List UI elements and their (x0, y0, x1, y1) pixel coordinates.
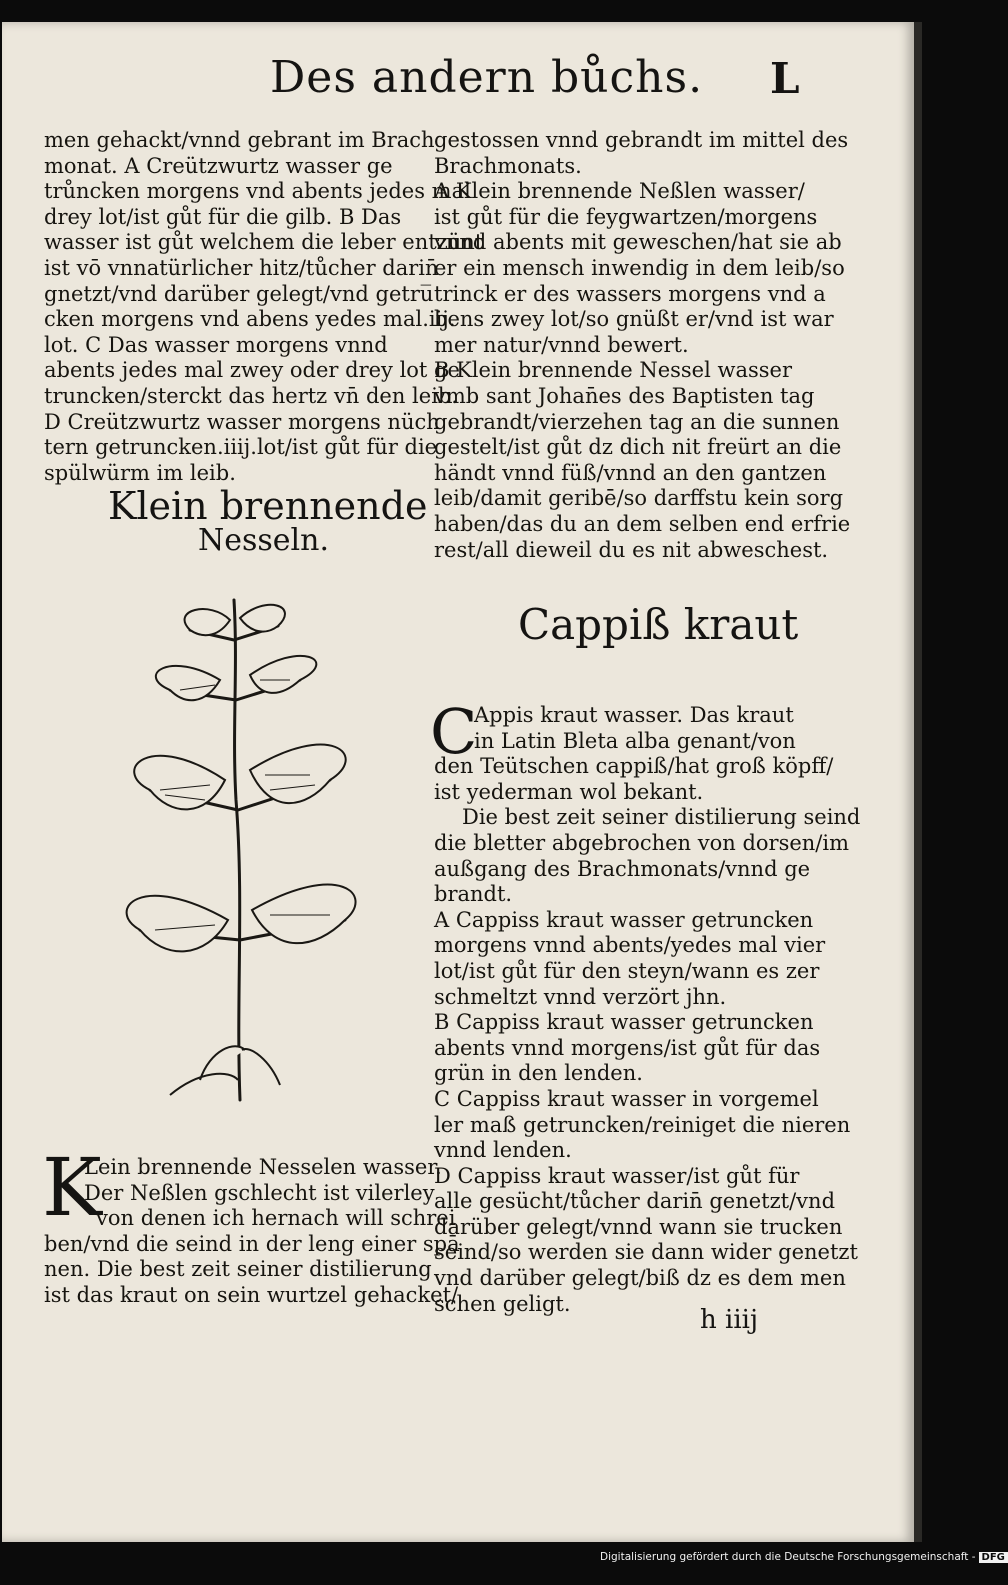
text-line: abents jedes mal zwey oder drey lot ge (44, 358, 460, 383)
footer-text: Digitalisierung gefördert durch die Deutsche Forschungsgemeinschaft - (600, 1551, 976, 1563)
text-line: nen. Die best zeit seiner distilierung (44, 1257, 432, 1282)
text-line: A Klein brennende Neßlen wasser/ (434, 179, 805, 204)
text-line: leib/damit geribē/so darffstu kein sorg (434, 486, 844, 511)
text-line: mer natur/vnnd bewert. (434, 332, 689, 357)
text-line: gnetzt/vnd darüber gelegt/vnd getru̅ (44, 281, 434, 306)
text-line: tern getruncken.iiij.lot/ist gůt für die (44, 435, 438, 460)
text-line: men gehackt/vnnd gebrant im Brach (44, 128, 435, 152)
text-line: Brachmonats. (434, 153, 582, 178)
text-line: drey lot/ist gůt für die gilb. B Das (44, 204, 402, 229)
drop-capital-c: C (430, 695, 478, 768)
text-line: truncken/sterckt das hertz vn̄ den leib. (44, 383, 459, 408)
text-line: spülwürm im leib. (44, 460, 236, 485)
left-column-bottom-text (44, 1155, 460, 1309)
page-edge (914, 22, 922, 1542)
text-line: A Cappiss kraut wasser getruncken (434, 907, 814, 932)
text-line: rest/all dieweil du es nit abweschest. (434, 537, 829, 562)
text-line: trinck er des wassers morgens vnd a (434, 281, 826, 306)
text-line: schen geligt. (434, 1291, 571, 1316)
text-line: wasser ist gůt welchem die leber entzünt (44, 230, 484, 255)
text-line: schmeltzt vnnd verzört jhn. (434, 984, 727, 1009)
text-line: monat. A Creützwurtz wasser ge (44, 153, 393, 178)
text-line: lot/ist gůt für den steyn/wann es zer (434, 958, 820, 983)
folio-number: L (770, 54, 800, 103)
left-column-top-text (44, 128, 484, 486)
text-line: von denen ich hernach will schrei (96, 1206, 456, 1231)
text-line: bens zwey lot/so gnüßt er/vnd ist war (434, 307, 834, 332)
text-line: morgens vnnd abents/yedes mal vier (434, 933, 826, 958)
text-line: er ein mensch inwendig in dem leib/so (434, 255, 845, 280)
right-column-top-text (434, 128, 851, 563)
text-line: vnnd abents mit geweschen/hat sie ab (434, 230, 842, 255)
text-line: Lein brennende Nesselen wasser. (84, 1155, 442, 1179)
text-line: B Klein brennende Nessel wasser (434, 358, 793, 383)
text-line: außgang des Brachmonats/vnnd ge (434, 856, 811, 881)
text-line: die bletter abgebrochen von dorsen/im (434, 830, 850, 855)
text-line: seind/so werden sie dann wider genetzt (434, 1240, 858, 1265)
text-line: alle gesücht/tůcher darin̄ genetzt/vnd (434, 1189, 836, 1214)
text-line: lot. C Das wasser morgens vnnd (44, 332, 388, 357)
section-heading-cappis-kraut: Cappiß kraut (518, 600, 799, 649)
text-line: B Cappiss kraut wasser getruncken (434, 1010, 814, 1035)
text-line: Der Neßlen gschlecht ist vilerley (84, 1180, 435, 1205)
right-column-bottom-text (434, 703, 861, 1317)
funding-footer (600, 1551, 1008, 1563)
text-line: ist vō vnnatürlicher hitz/tůcher darin̄ (44, 255, 439, 280)
section-heading-klein-brennende: Klein brennende (108, 484, 428, 528)
text-line: vmb sant Johan̄es des Baptisten tag (434, 383, 815, 408)
text-line: gestelt/ist gůt dz dich nit freürt an die (434, 435, 842, 460)
dfg-logo: DFG (979, 1552, 1008, 1563)
text-line: darüber gelegt/vnnd wann sie trucken (434, 1214, 843, 1239)
text-line: ler maß getruncken/reiniget die nieren (434, 1112, 851, 1137)
text-line: ist yederman wol bekant. (434, 779, 704, 804)
text-line: trůncken morgens vnd abents jedes mal (44, 179, 471, 204)
text-line: in Latin Bleta alba genant/von (474, 728, 796, 753)
section-heading-nesseln: Nesseln. (198, 523, 330, 558)
signature-mark: h iiij (700, 1305, 759, 1335)
text-line: händt vnnd füß/vnnd an den gantzen (434, 460, 827, 485)
text-line: gestossen vnnd gebrandt im mittel des (434, 128, 849, 152)
text-line: den Teütschen cappiß/hat groß köpff/ (434, 754, 834, 779)
text-line: D Cappiss kraut wasser/ist gůt für (434, 1163, 800, 1188)
nettle-woodcut-illustration (110, 580, 370, 1110)
text-line: grün in den lenden. (434, 1061, 643, 1086)
text-line: C Cappiss kraut wasser in vorgemel (434, 1086, 819, 1111)
text-line: ben/vnd die seind in der leng einer spā (44, 1231, 460, 1256)
text-line: gebrandt/vierzehen tag an die sunnen (434, 409, 840, 434)
text-line: Appis kraut wasser. Das kraut (474, 703, 794, 727)
text-line: haben/das du an dem selben end erfrie (434, 511, 851, 536)
text-line: cken morgens vnd abens yedes mal.iij. (44, 307, 456, 332)
text-line: Die best zeit seiner distilierung seind (462, 805, 861, 830)
text-line: ist das kraut on sein wurtzel gehacket/ (44, 1282, 459, 1307)
text-line: D Creützwurtz wasser morgens nüch (44, 409, 440, 434)
text-line: brandt. (434, 882, 513, 907)
running-title: Des andern bůchs. (270, 52, 704, 103)
drop-capital-k: K (42, 1141, 102, 1234)
text-line: vnd darüber gelegt/biß dz es dem men (434, 1266, 846, 1291)
text-line: vnnd lenden. (434, 1138, 572, 1163)
text-line: abents vnnd morgens/ist gůt für das (434, 1035, 821, 1060)
text-line: ist gůt für die feygwartzen/morgens (434, 204, 818, 229)
